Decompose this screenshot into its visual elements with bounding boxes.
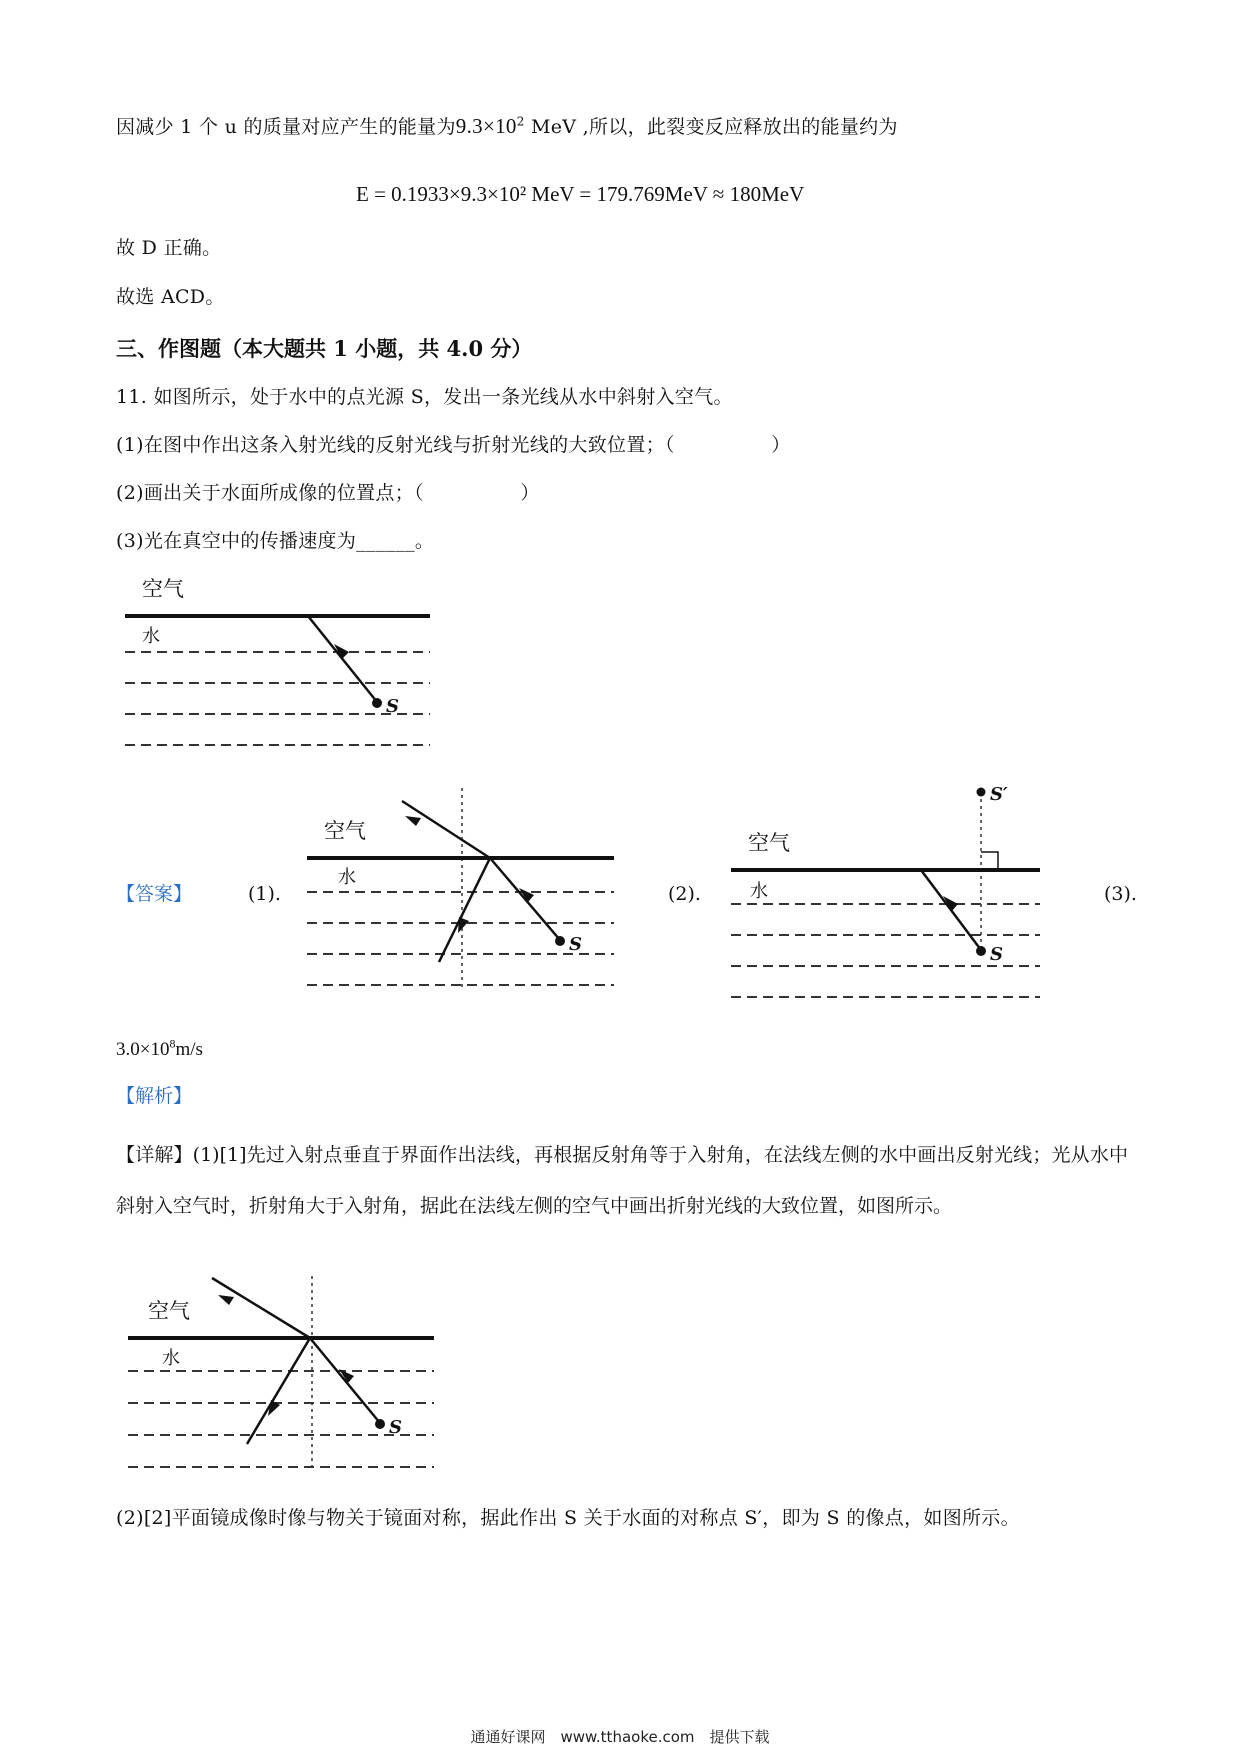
question-diagram: [120, 568, 440, 758]
answer-part3-label: (3).: [1104, 883, 1137, 905]
air-label: 空气: [148, 1299, 190, 1323]
question-11-part3: (3)光在真空中的传播速度为______。: [116, 530, 435, 552]
air-label: 空气: [324, 819, 366, 843]
arrow-icon: [405, 816, 421, 826]
answer-tag: 【答案】: [116, 883, 193, 905]
source-label: S: [990, 944, 1003, 965]
detail-paragraph-2: (2)[2]平面镜成像时像与物关于镜面对称，据此作出 S 关于水面的对称点 S′，即为 S 的像点，如图所示。: [116, 1507, 1020, 1529]
water-label: 水: [162, 1348, 180, 1369]
water-label: 水: [338, 867, 356, 888]
air-label: 空气: [748, 831, 790, 855]
incident-ray: [308, 616, 377, 702]
question-11-part1: (1)在图中作出这条入射光线的反射光线与折射光线的大致位置；（ ）: [116, 434, 791, 456]
speed-base: 3.0×10: [116, 1039, 170, 1060]
refracted-ray: [402, 801, 490, 858]
source-point: [375, 1419, 385, 1429]
choose-line: 故选 ACD。: [116, 286, 225, 308]
source-point: [976, 946, 986, 956]
energy-intro: 因减少 1 个 u 的质量对应产生的能量为: [116, 116, 456, 138]
d-correct-line: 故 D 正确。: [116, 237, 222, 259]
speed-exponent: 8: [169, 1036, 176, 1051]
detail-tag: 【详解】: [116, 1144, 193, 1166]
energy-unit: MeV ,所以，此裂变反应释放出的能量约为: [524, 116, 898, 138]
refracted-ray: [212, 1278, 310, 1338]
water-label: 水: [750, 881, 768, 902]
incident-ray: [490, 858, 560, 940]
image-point: [977, 788, 986, 797]
answer-diagram-2: [728, 778, 1048, 998]
air-label: 空气: [142, 577, 184, 601]
energy-exponent: 2: [516, 114, 525, 129]
question-11-part2: (2)画出关于水面所成像的位置点；（ ）: [116, 482, 540, 504]
speed-answer: [116, 1036, 203, 1064]
source-label: S: [386, 696, 399, 717]
water-label: 水: [142, 626, 160, 647]
arrow-icon: [218, 1295, 234, 1305]
question-11: 11. 如图所示，处于水中的点光源 S，发出一条光线从水中斜射入空气。: [116, 386, 733, 408]
incident-ray: [921, 870, 981, 950]
energy-value: 9.3×10: [455, 114, 517, 138]
source-point: [372, 698, 382, 708]
energy-formula: E = 0.1933×9.3×10² MeV = 179.769MeV ≈ 180MeV: [356, 182, 805, 206]
image-label: S′: [990, 784, 1008, 805]
right-angle-mark: [981, 852, 998, 870]
section-title: 三、作图题（本大题共 1 小题，共 4.0 分）: [116, 336, 533, 361]
incident-ray: [310, 1338, 380, 1423]
detail-paragraph-1: [116, 1130, 1128, 1232]
energy-line: [116, 112, 898, 141]
answer-part2-label: (2).: [668, 883, 701, 905]
reflected-ray: [439, 858, 490, 962]
source-point: [555, 936, 565, 946]
answer-diagram-1: [302, 778, 622, 998]
answer-part1-label: (1).: [248, 883, 281, 905]
arrow-icon: [458, 917, 469, 933]
source-label: S: [569, 934, 582, 955]
detail-text-1: (1)[1]先过入射点垂直于界面作出法线，再根据反射角等于入射角，在法线左侧的水中画出反射光线；光从水中斜射入空气时，折射角大于入射角，据此在法线左侧的空气中画出折射光线的大致位置，如图所示。: [116, 1144, 1128, 1217]
source-label: S: [389, 1417, 402, 1438]
page-footer: 通通好课网 www.tthaoke.com 提供下载: [470, 1728, 770, 1746]
speed-unit: m/s: [175, 1039, 203, 1060]
reflected-ray: [247, 1338, 310, 1444]
analysis-tag: 【解析】: [116, 1085, 193, 1107]
analysis-diagram: [122, 1272, 442, 1482]
